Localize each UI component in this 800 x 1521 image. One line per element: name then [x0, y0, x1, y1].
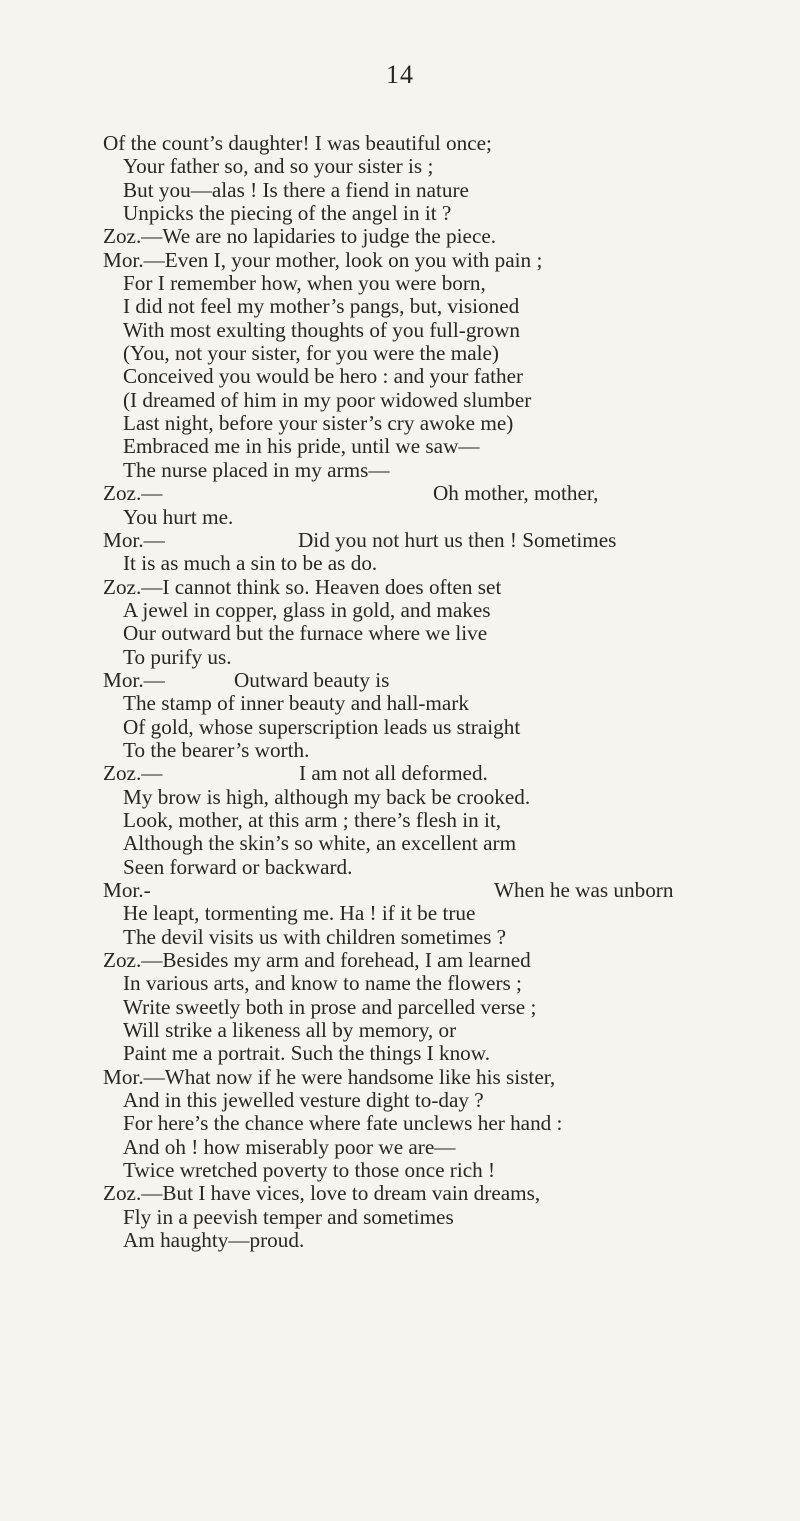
text-line: Am haughty—proud. — [123, 1228, 305, 1253]
speech-line: Mor.—What now if he were handsome like his sister, — [103, 1064, 556, 1089]
speech-line-split — [103, 669, 793, 692]
speech-continuation: Oh mother, mother, — [433, 481, 599, 506]
speech-line: Mor.—Even I, your mother, look on you with pain ; — [103, 247, 543, 272]
text-line: He leapt, tormenting me. Ha ! if it be true — [123, 901, 476, 926]
text-line: Last night, before your sister’s cry awoke me) — [123, 411, 514, 436]
text-line: Embraced me in his pride, until we saw— — [123, 434, 480, 459]
text-line: For here’s the chance where fate unclews her hand : — [123, 1111, 563, 1136]
text-line: My brow is high, although my back be crooked. — [123, 784, 531, 809]
text-line: Twice wretched poverty to those once rich ! — [123, 1158, 496, 1183]
text-line: The stamp of inner beauty and hall-mark — [123, 691, 469, 716]
text-line: Our outward but the furnace where we live — [123, 621, 488, 646]
text-line: Unpicks the piecing of the angel in it ? — [123, 201, 452, 226]
text-line: The nurse placed in my arms— — [123, 457, 390, 482]
text-line: In various arts, and know to name the flowers ; — [123, 971, 522, 996]
speech-line-split — [103, 482, 793, 505]
text-line: But you—alas ! Is there a fiend in nature — [123, 177, 469, 202]
text-line: And in this jewelled vesture dight to-day ? — [123, 1088, 484, 1113]
text-line: It is as much a sin to be as do. — [123, 551, 378, 576]
speaker-tag: Mor.— — [103, 667, 165, 692]
text-line: The devil visits us with children sometimes ? — [123, 924, 507, 949]
speech-line: Zoz.—I cannot think so. Heaven does often set — [103, 574, 502, 599]
text-line: For I remember how, when you were born, — [123, 271, 486, 296]
text-line: Of the count’s daughter! I was beautiful once; — [103, 131, 492, 155]
speaker-tag: Zoz.— — [103, 481, 163, 506]
speech-line: Zoz.—We are no lapidaries to judge the piece. — [103, 224, 497, 249]
text-line: Paint me a portrait. Such the things I know. — [123, 1041, 490, 1066]
text-line: With most exulting thoughts of you full-grown — [123, 317, 520, 342]
text-line: (You, not your sister, for you were the male) — [123, 341, 499, 366]
poem-text — [103, 132, 793, 1253]
text-line: Write sweetly both in prose and parcelled verse ; — [123, 994, 537, 1019]
text-line: To the bearer’s worth. — [123, 737, 310, 762]
page-number: 14 — [386, 60, 414, 89]
speech-continuation: When he was unborn — [494, 878, 674, 902]
speech-continuation: Did you not hurt us then ! Sometimes — [298, 527, 617, 552]
speaker-tag: Zoz.— — [103, 761, 163, 786]
speech-line-split — [103, 879, 793, 902]
speech-continuation: I am not all deformed. — [299, 761, 488, 786]
text-line: You hurt me. — [123, 504, 234, 529]
text-line: Fly in a peevish temper and sometimes — [123, 1204, 454, 1229]
text-line: Look, mother, at this arm ; there’s flesh in it, — [123, 807, 502, 832]
speaker-tag: Mor.— — [103, 527, 165, 552]
speech-line: Zoz.—But I have vices, love to dream vain dreams, — [103, 1181, 541, 1206]
text-line: Although the skin’s so white, an excellent arm — [123, 831, 517, 856]
text-line: (I dreamed of him in my poor widowed slumber — [123, 387, 532, 412]
text-line: To purify us. — [123, 644, 232, 669]
text-line: Will strike a likeness all by memory, or — [123, 1018, 457, 1043]
text-line: I did not feel my mother’s pangs, but, visioned — [123, 294, 520, 319]
text-line: And oh ! how miserably poor we are— — [123, 1134, 456, 1159]
speech-line-split — [103, 529, 793, 552]
text-line: Of gold, whose superscription leads us straight — [123, 714, 521, 739]
speech-continuation: Outward beauty is — [234, 667, 390, 692]
speaker-tag: Mor.- — [103, 878, 151, 902]
text-line: A jewel in copper, glass in gold, and makes — [123, 597, 491, 622]
text-line: Seen forward or backward. — [123, 854, 353, 879]
text-line: Your father so, and so your sister is ; — [123, 154, 434, 179]
speech-line: Zoz.—Besides my arm and forehead, I am learned — [103, 948, 531, 973]
text-line: Conceived you would be hero : and your father — [123, 364, 524, 389]
speech-line-split — [103, 762, 793, 785]
